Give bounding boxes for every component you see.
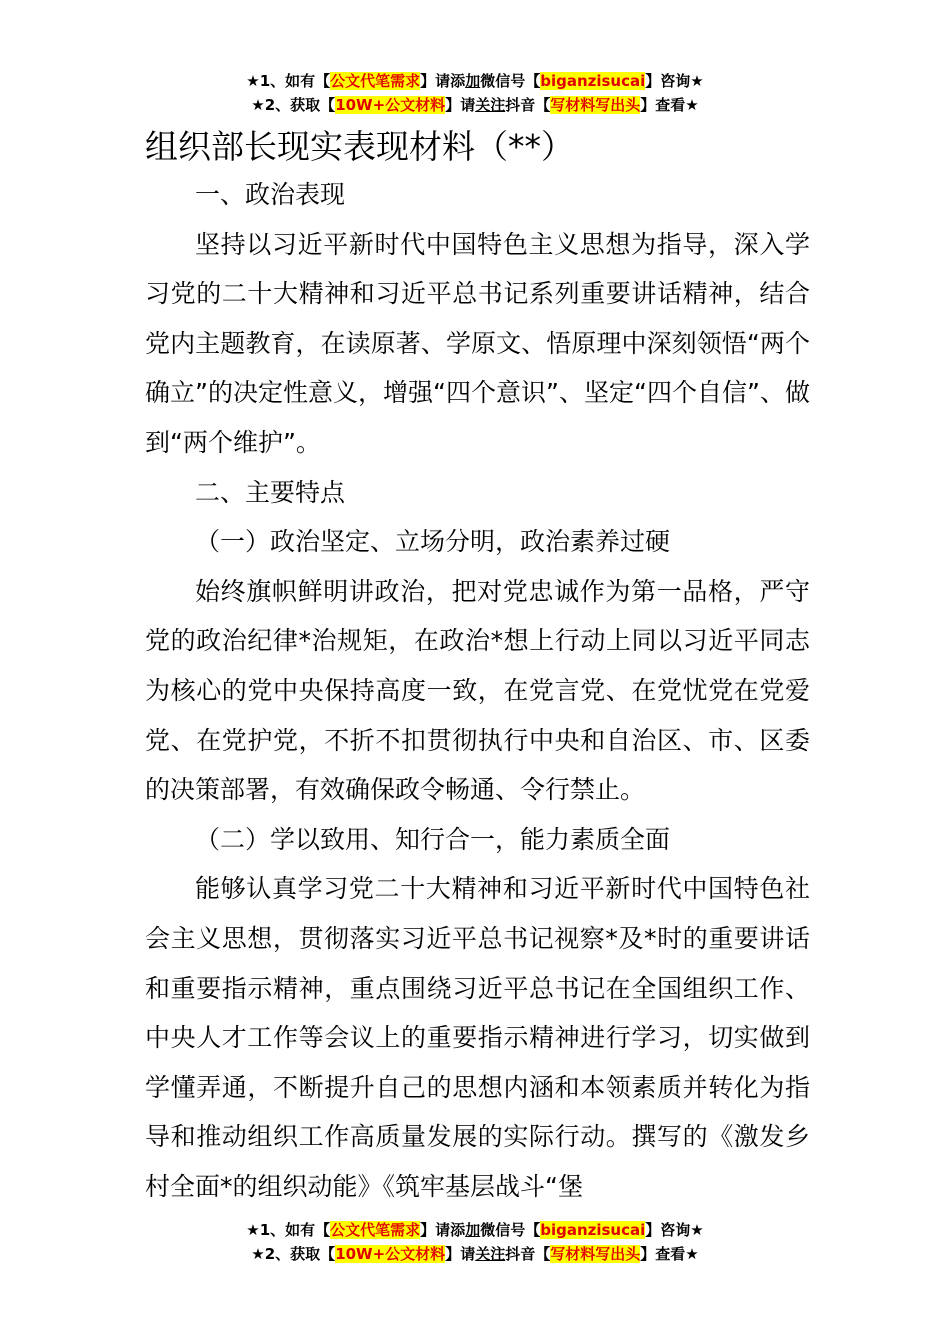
banner-text: ★2、获取【 (251, 1245, 336, 1263)
section-heading: 二、主要特点 (195, 477, 346, 507)
banner-text: 】请 (445, 96, 476, 114)
underlined-text: 加 (465, 1221, 481, 1239)
header-banner-line-1 (0, 70, 950, 92)
highlighted-text: biganzisucai (540, 1221, 646, 1239)
underlined-text: 加 (465, 72, 481, 90)
banner-text: 抖音【 (505, 96, 551, 114)
banner-text: ★2、获取【 (251, 96, 336, 114)
highlighted-text: biganzisucai (540, 72, 646, 90)
subsection-heading: （二）学以致用、知行合一，能力素质全面 (195, 824, 671, 854)
highlighted-text: 公文代笔需求 (330, 1221, 421, 1239)
underlined-text: 关注 (475, 1245, 506, 1263)
highlighted-text: 公文代笔需求 (330, 72, 421, 90)
document-title: 组织部长现实表现材料（**） (145, 127, 574, 166)
banner-text: 】咨询★ (645, 1221, 704, 1239)
banner-text: 】查看★ (640, 96, 699, 114)
banner-text: 】查看★ (640, 1245, 699, 1263)
header-banner-line-2 (0, 94, 950, 116)
paragraph: 坚持以习近平新时代中国特色主义思想为指导，深入学习党的二十大精神和习近平总书记系列重要讲话精神，结合党内主题教育，在读原著、学原文、悟原理中深刻领悟“两个确立”的决定性意义，增强“四个意识”、坚定“四个自信”、做到“两个维护”。 (145, 229, 810, 457)
section-heading: 一、政治表现 (195, 180, 346, 209)
banner-text: 】咨询★ (645, 72, 704, 90)
banner-text: 抖音【 (505, 1245, 551, 1263)
footer-banner-line-1 (0, 1219, 950, 1241)
underlined-text: 关注 (475, 96, 506, 114)
banner-text: ★1、如有【 (246, 72, 331, 90)
banner-text: 微信号【 (480, 72, 541, 90)
banner-text: 】请添 (420, 72, 466, 90)
highlighted-text: 10W+公文材料 (335, 1245, 446, 1263)
highlighted-text: 10W+公文材料 (335, 96, 446, 114)
banner-text: 】请添 (420, 1221, 466, 1239)
banner-text: 】请 (445, 1245, 476, 1263)
document-body (145, 170, 810, 1211)
highlighted-text: 写材料写出头 (550, 1245, 641, 1263)
paragraph: 始终旗帜鲜明讲政治，把对党忠诚作为第一品格，严守党的政治纪律*治规矩，在政治*想上行动上同以习近平同志为核心的党中央保持高度一致，在党言党、在党忧党在党爱党、在党护党，不折不扣贯彻执行中央和自治区、市、区委的决策部署，有效确保政令畅通、令行禁止。 (145, 576, 810, 805)
banner-text: ★1、如有【 (246, 1221, 331, 1239)
banner-text: 微信号【 (480, 1221, 541, 1239)
paragraph: 能够认真学习党二十大精神和习近平新时代中国特色社会主义思想，贯彻落实习近平总书记视察*及*时的重要讲话和重要指示精神，重点围绕习近平总书记在全国组织工作、中央人才工作等会议上的重要指示精神进行学习，切实做到学懂弄通，不断提升自己的思想内涵和本领素质并转化为指导和推动组织工作高质量发展的实际行动。撰写的《激发乡村全面*的组织动能》《筑牢基层战斗“堡 (145, 874, 810, 1201)
subsection-heading: （一）政治坚定、立场分明，政治素养过硬 (195, 527, 671, 557)
highlighted-text: 写材料写出头 (550, 96, 641, 114)
footer-banner-line-2 (0, 1243, 950, 1265)
